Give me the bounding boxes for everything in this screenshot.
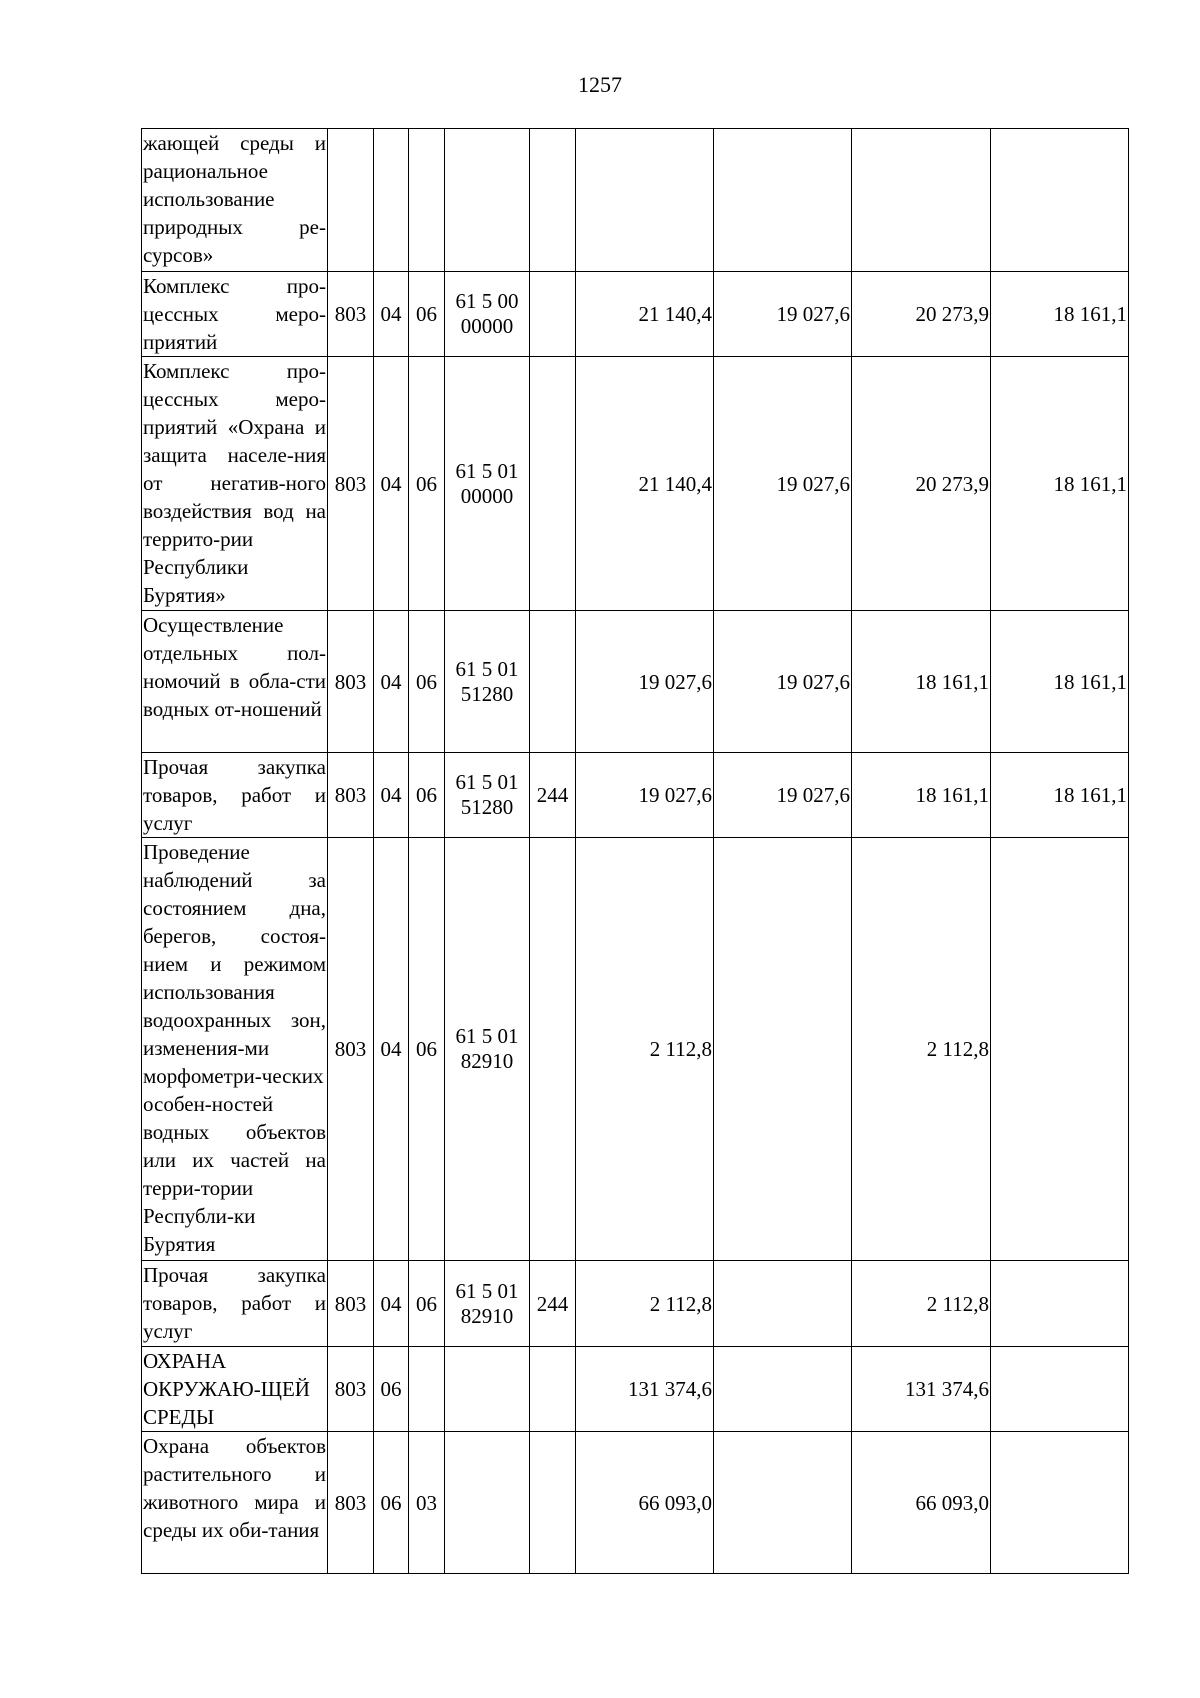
table-row bbox=[142, 753, 1129, 838]
row-name-cell: Прочая закупка товаров, работ и услуг bbox=[142, 753, 328, 838]
subsection-code-cell: 03 bbox=[409, 1432, 445, 1574]
target-article-cell bbox=[445, 1432, 530, 1574]
grbs-code-cell: 803 bbox=[328, 1261, 374, 1347]
target-article-line-1: 61 5 01 bbox=[455, 1024, 519, 1048]
grbs-code-cell: 803 bbox=[328, 753, 374, 838]
grbs-code-cell: 803 bbox=[328, 838, 374, 1261]
subsection-code-cell bbox=[409, 129, 445, 272]
table-row bbox=[142, 1432, 1129, 1574]
row-name-cell: Комплекс про-цессных меро-приятий «Охрана и защита населе-ния от негатив-ного воздействия вод на террито-рии Республики Бурятия» bbox=[142, 357, 328, 611]
amount-cell-1: 131 374,6 bbox=[576, 1347, 714, 1432]
budget-table bbox=[141, 128, 1129, 1574]
target-article-line-2: 82910 bbox=[460, 1049, 514, 1073]
row-name-cell: Прочая закупка товаров, работ и услуг bbox=[142, 1261, 328, 1347]
target-article-line-1: 61 5 01 bbox=[455, 770, 519, 794]
target-article-line-2: 00000 bbox=[460, 314, 514, 338]
table-body bbox=[142, 129, 1129, 1574]
expense-type-cell bbox=[530, 1347, 576, 1432]
amount-cell-4: 18 161,1 bbox=[991, 357, 1129, 611]
expense-type-cell bbox=[530, 838, 576, 1261]
table-row bbox=[142, 838, 1129, 1261]
amount-cell-3: 2 112,8 bbox=[852, 838, 991, 1261]
row-name-cell: жающей среды и рациональное использование природных ре-сурсов» bbox=[142, 129, 328, 272]
section-code-cell: 06 bbox=[374, 1432, 409, 1574]
grbs-code-cell: 803 bbox=[328, 1432, 374, 1574]
amount-cell-2: 19 027,6 bbox=[714, 357, 852, 611]
section-code-cell: 06 bbox=[374, 1347, 409, 1432]
table-row bbox=[142, 357, 1129, 611]
section-code-cell: 04 bbox=[374, 838, 409, 1261]
amount-cell-2: 19 027,6 bbox=[714, 611, 852, 753]
amount-cell-1: 2 112,8 bbox=[576, 838, 714, 1261]
amount-cell-1: 2 112,8 bbox=[576, 1261, 714, 1347]
grbs-code-cell: 803 bbox=[328, 272, 374, 357]
grbs-code-cell: 803 bbox=[328, 611, 374, 753]
amount-cell-3: 20 273,9 bbox=[852, 357, 991, 611]
target-article-cell bbox=[445, 1347, 530, 1432]
subsection-code-cell: 06 bbox=[409, 611, 445, 753]
target-article-line-2: 82910 bbox=[460, 1303, 514, 1328]
amount-cell-3: 131 374,6 bbox=[852, 1347, 991, 1432]
grbs-code-cell: 803 bbox=[328, 1347, 374, 1432]
amount-cell-3: 18 161,1 bbox=[852, 611, 991, 753]
expense-type-cell: 244 bbox=[530, 1261, 576, 1347]
grbs-code-cell: 803 bbox=[328, 357, 374, 611]
amount-cell-1 bbox=[576, 129, 714, 272]
expense-type-cell bbox=[530, 611, 576, 753]
amount-cell-1: 21 140,4 bbox=[576, 272, 714, 357]
target-article-cell bbox=[445, 129, 530, 272]
amount-cell-4 bbox=[991, 838, 1129, 1261]
amount-cell-4: 18 161,1 bbox=[991, 272, 1129, 357]
section-code-cell: 04 bbox=[374, 357, 409, 611]
row-name-cell: ОХРАНА ОКРУЖАЮ-ЩЕЙ СРЕДЫ bbox=[142, 1347, 328, 1432]
page-number: 1257 bbox=[578, 72, 622, 97]
amount-cell-4 bbox=[991, 1261, 1129, 1347]
target-article-line-1: 61 5 01 bbox=[455, 1278, 519, 1303]
subsection-code-cell: 06 bbox=[409, 838, 445, 1261]
target-article-line-1: 61 5 01 bbox=[455, 656, 519, 681]
table-row bbox=[142, 611, 1129, 753]
amount-cell-2 bbox=[714, 838, 852, 1261]
expense-type-cell bbox=[530, 272, 576, 357]
amount-cell-4 bbox=[991, 1347, 1129, 1432]
subsection-code-cell: 06 bbox=[409, 1261, 445, 1347]
expense-type-cell: 244 bbox=[530, 753, 576, 838]
target-article-cell bbox=[445, 272, 530, 357]
table-row bbox=[142, 129, 1129, 272]
target-article-line-2: 00000 bbox=[460, 483, 514, 508]
amount-cell-4: 18 161,1 bbox=[991, 753, 1129, 838]
row-name-cell: Охрана объектов растительного и животного мира и среды их оби-тания bbox=[142, 1432, 328, 1574]
row-name-cell: Комплекс про-цессных меро-приятий bbox=[142, 272, 328, 357]
target-article-cell bbox=[445, 611, 530, 753]
table-row bbox=[142, 1347, 1129, 1432]
row-name-cell: Осуществление отдельных пол-номочий в обла-сти водных от-ношений bbox=[142, 611, 328, 753]
amount-cell-3 bbox=[852, 129, 991, 272]
amount-cell-4: 18 161,1 bbox=[991, 611, 1129, 753]
section-code-cell bbox=[374, 129, 409, 272]
amount-cell-2 bbox=[714, 1261, 852, 1347]
amount-cell-1: 21 140,4 bbox=[576, 357, 714, 611]
amount-cell-2: 19 027,6 bbox=[714, 753, 852, 838]
target-article-line-2: 51280 bbox=[460, 795, 514, 819]
expense-type-cell bbox=[530, 357, 576, 611]
amount-cell-2 bbox=[714, 129, 852, 272]
amount-cell-3: 2 112,8 bbox=[852, 1261, 991, 1347]
amount-cell-4 bbox=[991, 129, 1129, 272]
target-article-cell bbox=[445, 357, 530, 611]
section-code-cell: 04 bbox=[374, 753, 409, 838]
section-code-cell: 04 bbox=[374, 611, 409, 753]
expense-type-cell bbox=[530, 1432, 576, 1574]
amount-cell-1: 19 027,6 bbox=[576, 611, 714, 753]
section-code-cell: 04 bbox=[374, 272, 409, 357]
amount-cell-1: 66 093,0 bbox=[576, 1432, 714, 1574]
subsection-code-cell: 06 bbox=[409, 272, 445, 357]
amount-cell-3: 20 273,9 bbox=[852, 272, 991, 357]
expense-type-cell bbox=[530, 129, 576, 272]
target-article-cell bbox=[445, 753, 530, 838]
target-article-line-1: 61 5 01 bbox=[455, 458, 519, 483]
amount-cell-3: 18 161,1 bbox=[852, 753, 991, 838]
amount-cell-2 bbox=[714, 1432, 852, 1574]
subsection-code-cell: 06 bbox=[409, 357, 445, 611]
subsection-code-cell bbox=[409, 1347, 445, 1432]
row-name-cell: Проведение наблюдений за состоянием дна, берегов, состоя-нием и режимом использования водоохранных зон, изменения-ми морфометри-ческих особен-ностей водных объектов или их частей на терри-тории Республи-ки Бурятия bbox=[142, 838, 328, 1261]
target-article-cell bbox=[445, 838, 530, 1261]
amount-cell-1: 19 027,6 bbox=[576, 753, 714, 838]
section-code-cell: 04 bbox=[374, 1261, 409, 1347]
grbs-code-cell bbox=[328, 129, 374, 272]
target-article-cell bbox=[445, 1261, 530, 1347]
target-article-line-1: 61 5 00 bbox=[455, 289, 519, 313]
amount-cell-3: 66 093,0 bbox=[852, 1432, 991, 1574]
table-row bbox=[142, 272, 1129, 357]
subsection-code-cell: 06 bbox=[409, 753, 445, 838]
amount-cell-2 bbox=[714, 1347, 852, 1432]
amount-cell-2: 19 027,6 bbox=[714, 272, 852, 357]
table-row bbox=[142, 1261, 1129, 1347]
target-article-line-2: 51280 bbox=[460, 681, 514, 706]
amount-cell-4 bbox=[991, 1432, 1129, 1574]
